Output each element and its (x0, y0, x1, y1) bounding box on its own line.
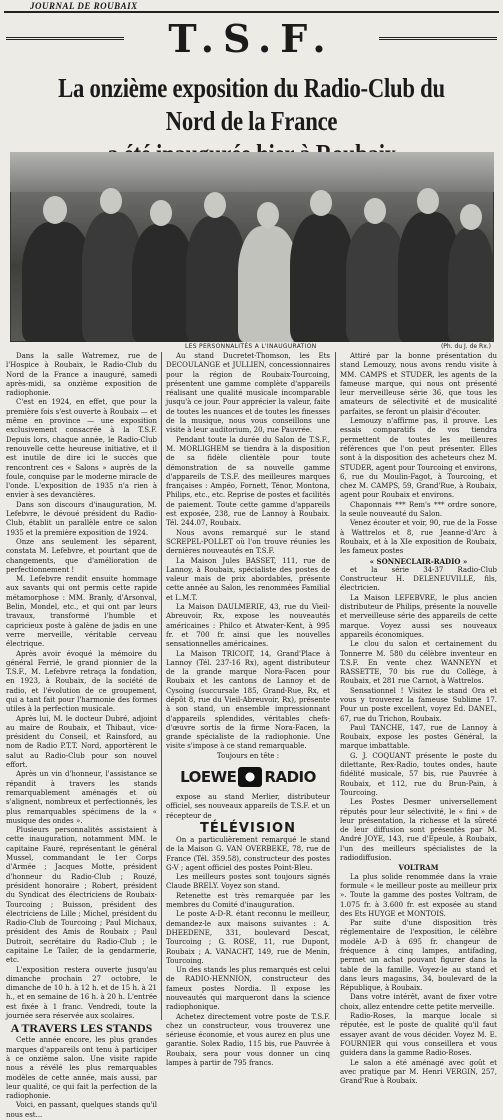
article-column-1 (6, 352, 157, 1119)
paragraph: Paul TANCHE, 147, rue de Lannoy à Roubaix, expose les postes Général, la marque imbattable. (340, 723, 497, 751)
tv-set-icon (238, 767, 262, 787)
paragraph: Radio-Roses, la marque locale si réputée, est le poste de qualité qu'il faut essayer avant de vous décider. Voyez M. E. FOURNIER qui vous conseillera et vous guidera dans la gamme Radio-Roses. (340, 1012, 497, 1058)
photo-face (204, 192, 226, 218)
photo-face (100, 188, 122, 214)
headline-line-1: La onzième exposition du Radio-Club du Nord de la France (58, 73, 445, 136)
photo-face (150, 200, 172, 226)
paragraph: Onze ans seulement les séparent, constata M. Lefebvre, et pourtant que de changements, que d'amélioration de perfectionnement ! (6, 537, 157, 574)
paragraph: Après un vin d'honneur, l'assistance se répandit à travers les stands remarquablement aménagés et où s'alignent, nombreux et perfectionnés, les plus remarquables spécimens de la « musique des ondes ». (6, 770, 157, 825)
photo-caption: LES PERSONNALITÉS A L'INAUGURATION (185, 343, 317, 350)
paragraph: Au stand Ducretet-Thomson, les Ets DECOULANGE et JULLIEN, concessionnaires pour la région de Roubaix-Tourcoing, présentent une gamme complète d'appareils réalisant une qualité musicale incomparable jusqu'à ce jour. Pour apprécier la valeur, faite de toutes les nuances et de toutes les finesses de la musique, nous vous conseillons une visite à leur auditorium, 20, rue Pauvrée. (166, 352, 330, 435)
paragraph: Dans son discours d'inauguration, M. Lefebvre, le dévoué président du Radio-Club, établit un parallèle entre ce salon 1935 et la première exposition de 1924. (6, 500, 157, 537)
group-photo (10, 152, 494, 342)
article-column-3 (340, 352, 497, 1086)
logo-word-right: RADIO (264, 768, 316, 787)
paragraph: Par suite d'une disposition très réglementaire de l'exposition, le célèbre modèle A-D à 695 fr. changeur de fréquence à cinq lampes, antifading, permet un achat pouvant figurer dans la table de la famille. Voyez-le au stand et dans leurs magasins, 34, boulevard de la République, à Roubaix. (340, 919, 497, 993)
paragraph: Attiré par la bonne présentation du stand Lemouzy, nous avons rendu visite à MM. CAMPS et STUDER, les agents de la fameuse marque, qui nous ont présenté leur merveilleuse série 36, que tous les amateurs de sélectivité et de musicalité parfaites, se feront un plaisir d'écouter. (340, 352, 497, 416)
photo-face (310, 190, 332, 216)
paragraph: La plus solide renommée dans la vraie formule « le meilleur poste au meilleur prix ». Toute la gamme des postes Voltram, de 1.075 fr. à 3.600 fr. est exposée au stand des Ets HUYGE et MONTOIS. (340, 872, 497, 918)
paragraph: M. Lefebvre rendit ensuite hommage aux savants qui ont permis cette rapide métamorphose : MM. Branly, d'Arsonval, Belin, Mondel, etc., et qui ont par leurs travaux, transformé l'humble et capricieux poste à galène de jadis en une verre merveille, véritable cerveau électrique. (6, 575, 157, 649)
paragraph: La Maison Jules BASSET, 111, rue de Lannoy, à Roubaix, spécialiste des postes de valeur mais de prix abordables, présente cette année au Salon, les renommées Familial et L.M.T. (166, 556, 330, 602)
paragraph: Les Postes Desmer universellement réputés pour leur sélectivité, le « fini » de leur présentation, la richesse et la sûreté de leur diffusion sont présentés par M. André JOYE, 143, rue d'Epeule, à Roubaix, l'un des meilleurs spécialistes de la radiodiffusion. (340, 798, 497, 863)
section-title: T.S.F. (168, 16, 335, 61)
paragraph: On a particulièrement remarqué le stand de la Maison G. VAN OVERBEKE, 78, rue de France (Tél. 359.58), constructeur des postes G-V ; agent officiel des postes Point-Bleu. (166, 835, 330, 872)
paragraph: Retenette est très remarquée par les membres du Comité d'inauguration. (166, 891, 330, 910)
paragraph: Un des stands les plus remarqués est celui de RADIO-HENNION, constructeur des fameux postes Nordia. Il expose les nouveautés qui marqueront dans la science radiophonique. (166, 966, 330, 1012)
logo-word-left: LOEWE (180, 768, 237, 787)
paragraph: La Maison TRICOIT, 14, Grand'Place à Lannoy (Tél. 237-16 Rx), agent distributeur de la grande marque Nora-Facen pour Roubaix et les cantons de Lannoy et de Cysoing (succursale 185, Grand-Rue, Rx, et dépôt 8, rue du Vieil-Abreuvoir, Rx), présente à son stand, un ensemble impressionnant d'appareils splendides, véritables chefs-d'œuvre sortis de la firme Nora-Facen, la grande spécialiste de la radiophonie. Une visite s'impose à ce stand remarquable. (166, 649, 330, 751)
paragraph: C'est en 1924, en effet, que pour la première fois s'est ouverte à Roubaix — et même en province — une exposition exclusivement consacrée à la T.S.F. Depuis lors, chaque année, le Radio-Club renouvelle cette heureuse initiative, et il est inutile de dire ici le succès que rencontrent ces « Salons » auprès de la foule, conquise par le moderne miracle de l'onde. L'exposition de 1935 n'a rien à envier à ses devancières. (6, 398, 157, 500)
photo-background-wall (10, 152, 494, 192)
section-heading: A TRAVERS LES STANDS (10, 1021, 153, 1036)
paragraph: Le salon a été aménagé avec goût et avec pratique par M. Henri VERGIN, 257, Grand'Rue à Roubaix. (340, 1058, 497, 1086)
paragraph: Voici, en passant, quelques stands qu'il nous est... (6, 1101, 157, 1119)
photo-figure (346, 222, 406, 342)
photo-credit: (Ph. du J. de Rx.) (440, 343, 491, 350)
photo-figure (186, 216, 246, 342)
photo-figure (238, 226, 298, 342)
photo-figure (290, 214, 354, 342)
paragraph: La Maison LEFEBVRE, le plus ancien distributeur de Philips, présente la nouvelle et merveilleuse série des appareils de cette marque. Voyez aussi ses nouveaux appareils économiques. (340, 593, 497, 639)
paragraph: expose au stand Merlier, distributeur officiel, ses nouveaux appareils de T.S.F. et un récepteur de (166, 793, 330, 820)
paragraph: Après avoir évoqué la mémoire du général Ferrié, le grand pionnier de la T.S.F., M. Lefebvre retraça la fondation, en 1923, à Roubaix, de la société de radio, et l'évolution de ce groupement, qui a tant fait pour l'harmonie des formes utiles à la perfection musicale. (6, 649, 157, 714)
television-heading: TÉLÉVISION (200, 820, 296, 836)
paragraph: Plusieurs personnalités assistaient à cette inauguration, notamment MM. le capitaine Fauré, représentant le général Mussel, commandant le 1er Corps d'Armée ; Jacques Motte, président d'honneur du Radio-Club ; Rouzé, président honoraire ; Robert, président du Syndicat des électriciens de Roubaix-Tourcoing ; Buisson, président des électriciens de Lille ; Michel, président du Radio-Club de Tourcoing ; Paul Michaux, président des Amis de Roubaix ; Paul Dutroit, secrétaire du Radio-Club ; le capitaine Le Tailer, de la gendarmerie, etc. (6, 826, 157, 965)
brand-heading: VOLTRAM (398, 863, 439, 873)
photo-face (257, 202, 279, 228)
brand-heading: « SONNECLAIR-RADIO » (369, 556, 468, 566)
paragraph: Sensationnel ! Visitez le stand Ora et vous y trouverez la fameuse Sublime 17. Pour un poste excellent, voyez Ed. DANEL, 67, rue du Trichon, Roubaix. (340, 686, 497, 723)
paragraph: G. J. COQUANT présente le poste du dilettante, Rex-Radio, toutes ondes, haute fidélité musicale, 57 bis, rue Pauvrée à Roubaix, et 112, rue du Brun-Pain, à Tourcoing. (340, 751, 497, 797)
loewe-radio-logo (166, 764, 330, 790)
paragraph: Nous avons remarqué sur le stand SCREPEL-POLLET où l'on trouve réunies les dernières nouveautés en T.S.F. (166, 528, 330, 556)
photo-figure (448, 228, 494, 342)
paragraph: Toujours en tête : (216, 751, 280, 760)
paragraph: Chaponnais *** Rem's *** ordre sonore, la seule nouveauté du Salon. (340, 500, 497, 519)
top-rule (4, 11, 499, 13)
paragraph: et la série 34-37 Radio-Club Constructeur H. DELENEUVILLE, fils, électricien. (340, 565, 497, 593)
photo-figure (132, 224, 194, 342)
paragraph: La Maison DAULMERIE, 43, rue du Vieil-Abreuvoir, Rx, expose les nouveautés américaines : Philco et Atwater-Kent, à 995 fr. et 700 fr. ainsi que les nouvelles sensationnelles américaines. (166, 603, 330, 649)
paragraph: Venez écouter et voir, 90, rue de la Fosse à Wattrelos et 8, rue Jeanne-d'Arc à Roubaix, et à la XIe exposition de Roubaix, les fameux postes (340, 519, 497, 556)
paragraph: Pendant toute la durée du Salon de T.S.F., M. MORLIGHEM se tiendra à la disposition de sa fidèle clientèle pour toute démonstration de sa nouvelle gamme d'appareils de T.S.F. des meilleures marques françaises : Ampéo, Fornett, Ténor, Montona, Philips, etc., etc. Reprise de postes et facilités de paiement. Toute cette gamme d'appareils est exposée, 238, rue de Lannoy à Roubaix. Tél. 244.07, Roubaix. (166, 435, 330, 528)
paragraph: Dans la salle Watremez, rue de l'Hospice à Roubaix, le Radio-Club du Nord de la France a inauguré, samedi après-midi, sa onzième exposition de radiophonie. (6, 352, 157, 398)
paragraph: Achetez directement votre poste de T.S.F. chez un constructeur, vous trouverez une sérieuse économie, et vous aurez en plus une garantie. Solex Radio, 115 bis, rue Pauvrée à Roubaix, sera pour vous donner un cinq lampes à partir de 795 francs. (166, 1012, 330, 1068)
photo-face (460, 204, 482, 230)
running-head: JOURNAL DE ROUBAIX (30, 1, 138, 11)
article-column-2 (166, 352, 330, 1068)
column-rule (161, 352, 162, 1020)
paragraph: Après lui, M. le docteur Dubré, adjoint au maire de Roubaix, et Thibaut, vice-président du Conseil, et Rainsford, au nom de Radio P.T.T. Nord, apportèrent le salut au Radio-Club pour son nouvel effort. (6, 714, 157, 770)
paragraph: L'exposition restera ouverte jusqu'au dimanche prochain 27 octobre, le dimanche de 10 h. à 12 h. et de 15 h. à 21 h., et en semaine de 16 h. à 20 h. L'entrée est fixée à 1 franc. Vendredi, toute la journée sera réservée aux scolaires. (6, 965, 157, 1021)
photo-face (417, 188, 439, 214)
paragraph: Lemouzy n'affirme pas, il prouve. Les essais comparatifs de vos tiendra permettent de toutes les meilleures références que l'on peut présenter. Elles sont à la disposition des acheteurs chez M. STUDER, agent pour Tourcoing et environs, 6, rue du Moulin-Fagot, à Tourcoing, et chez M. CAMPS, 59, Grand'Rue, à Roubaix, agent pour Roubaix et environs. (340, 417, 497, 500)
column-rule (335, 352, 336, 1020)
paragraph: Cette année encore, les plus grandes marques d'appareils ont tenu à participer à ce onzième salon. Une visite rapide nous a révélé les plus remarquables modèles de cette année, mais aussi, par leur qualité, ce qui fait la perfection de la radiophonie. (6, 1036, 157, 1101)
paragraph: Les meilleurs postes sont toujours signés Claude BRELY. Voyez son stand. (166, 873, 330, 891)
photo-face (43, 196, 67, 224)
paragraph: Dans votre intérêt, avant de fixer votre choix, allez entendre cette petite merveille. (340, 993, 497, 1011)
photo-face (364, 198, 386, 224)
paragraph: Le clou du salon et certainement du Tonnerre M. 580 du célèbre inventeur en T.S.F. En vente chez WANNEYN et RASSETTE, 70 bis rue du Collège, à Roubaix, et 281 rue Carnot, à Wattrelos. (340, 640, 497, 686)
paragraph: Le poste A-D-R. étant reconnu le meilleur, demandez-le aux maisons suivantes : A. DHEEDENE, 331, boulevard Descat, Tourcoing ; G. ROSE, 11, rue Dupont, Roubaix ; A. VANACHT, 149, rue de Menin, Tourcoing. (166, 910, 330, 965)
